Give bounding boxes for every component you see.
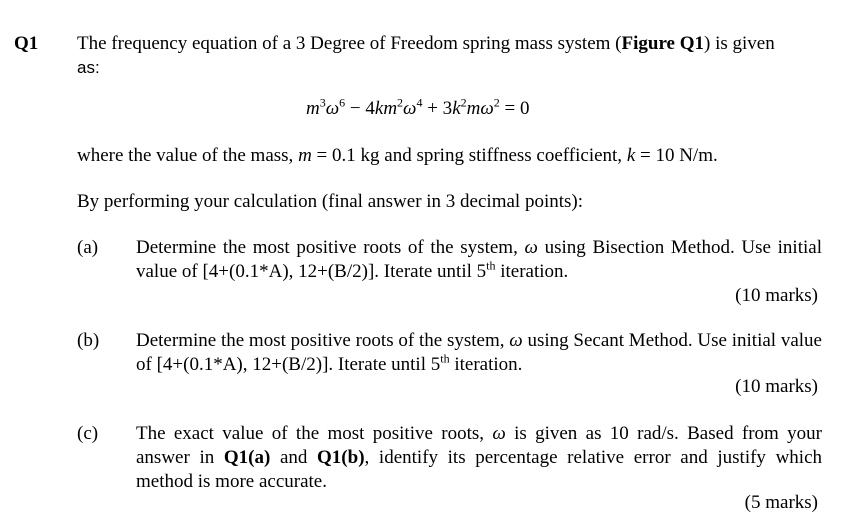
- eq-exp: 2: [397, 95, 404, 110]
- intro-text-as: as:: [77, 58, 100, 77]
- part-c-t1: The exact value of the most positive roots,: [136, 423, 493, 444]
- part-b-t2: using Secant Method. Use initial value of [4+(0.1*A), 12+(B/2)]. Iterate until 5: [136, 330, 822, 375]
- reference-q1a: Q1(a): [223, 447, 271, 468]
- instruction: By performing your calculation (final answer in 3 decimal points):: [77, 191, 583, 212]
- figure-reference: Figure Q1: [621, 33, 705, 54]
- eq-exp: 2: [493, 95, 500, 110]
- given-k: k: [626, 145, 636, 166]
- given-text: = 0.1 kg and spring stiffness coefficient,: [311, 145, 627, 166]
- eq-term: + 3: [422, 98, 453, 119]
- eq-omega: ω: [325, 98, 340, 119]
- eq-m: m: [306, 98, 320, 119]
- eq-exp: 6: [339, 95, 346, 110]
- omega-symbol: ω: [524, 237, 538, 258]
- question-intro: [77, 32, 837, 80]
- eq-term: − 4: [345, 98, 375, 119]
- intro-text-1: The frequency equation of a 3 Degree of Freedom spring mass system (: [77, 33, 622, 54]
- frequency-equation: [306, 97, 529, 121]
- part-b-text: [136, 329, 822, 377]
- given-text: = 10 N/m.: [635, 145, 718, 166]
- part-c-t3: and: [270, 447, 318, 468]
- intro-text-2: ) is given: [704, 33, 775, 54]
- eq-exp: 4: [416, 95, 423, 110]
- eq-m-omega: mω: [466, 98, 494, 119]
- part-a-label: (a): [77, 237, 99, 258]
- eq-exp: 2: [460, 95, 467, 110]
- given-text: where the value of the mass,: [77, 145, 299, 166]
- part-c-text: [136, 422, 822, 494]
- omega-symbol: ω: [509, 330, 523, 351]
- part-a-marks: (10 marks): [735, 285, 818, 306]
- part-c-t2: is given as 10 rad/s. Based from your answer in: [136, 423, 822, 468]
- eq-omega: ω: [403, 98, 417, 119]
- part-a-t3: iteration.: [495, 261, 569, 282]
- reference-q1b: Q1(b): [317, 447, 365, 468]
- given-values: [77, 144, 718, 168]
- given-m: m: [298, 145, 312, 166]
- omega-symbol: ω: [492, 423, 506, 444]
- part-b-label: (b): [77, 330, 100, 351]
- part-c-marks: (5 marks): [744, 492, 818, 513]
- eq-k: k: [452, 98, 461, 119]
- eq-k: k: [374, 98, 384, 119]
- ordinal-suffix: th: [440, 351, 450, 366]
- eq-equals: = 0: [499, 98, 530, 119]
- part-c-t4: , identify its percentage relative error and justify which method is more accurate.: [136, 447, 823, 492]
- question-number: Q1: [14, 33, 39, 54]
- part-a-text: [136, 236, 822, 284]
- eq-exp: 3: [319, 95, 326, 110]
- part-b-t3: iteration.: [449, 354, 523, 375]
- part-c-label: (c): [77, 423, 99, 444]
- part-b-marks: (10 marks): [735, 376, 818, 397]
- eq-m: m: [383, 98, 398, 119]
- part-a-t1: Determine the most positive roots of the system,: [136, 237, 525, 258]
- part-b-t1: Determine the most positive roots of the system,: [136, 330, 510, 351]
- ordinal-suffix: th: [486, 258, 496, 273]
- part-a-t2: using Bisection Method. Use initial value of [4+(0.1*A), 12+(B/2)]. Iterate until 5: [136, 237, 822, 282]
